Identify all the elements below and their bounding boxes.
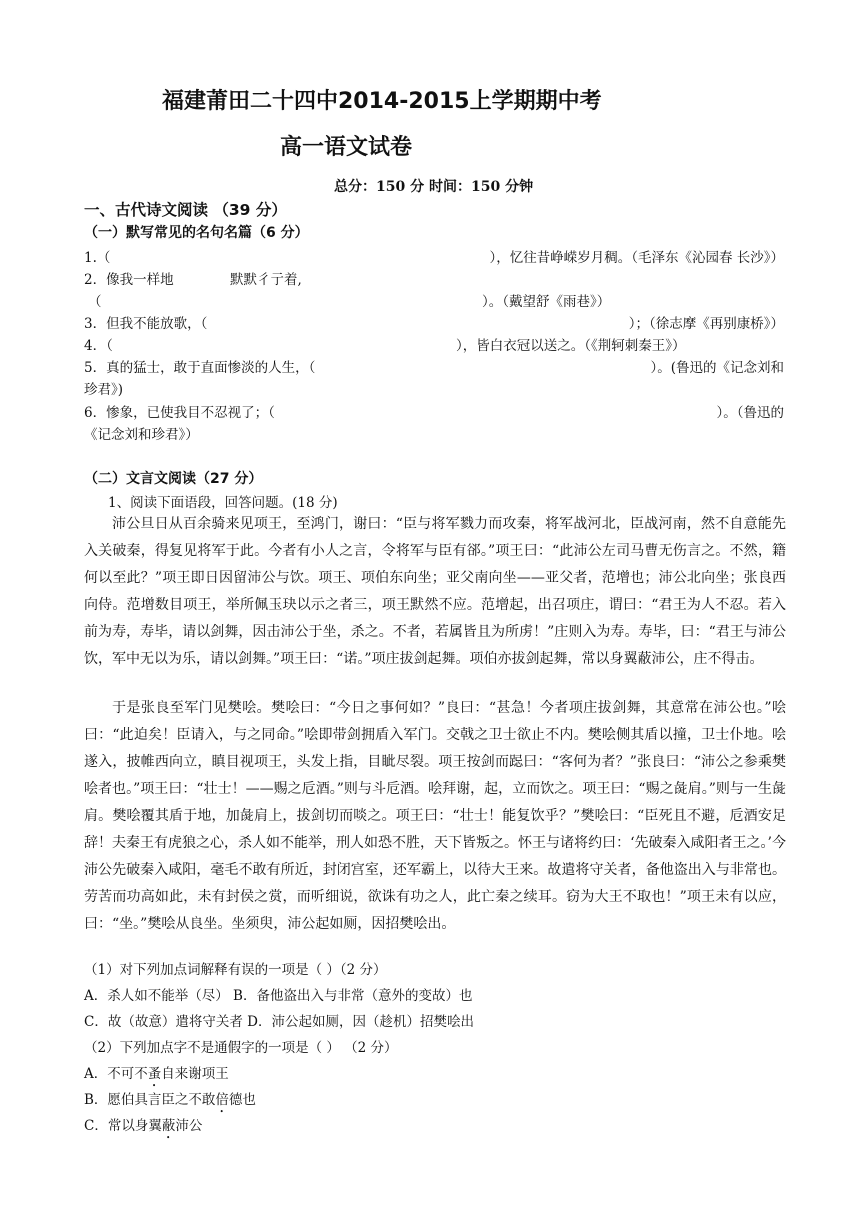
passage-paragraph-1: 沛公旦日从百余骑来见项王，至鸿门，谢曰：“臣与将军戮力而攻秦，将军战河北，臣战河南，然不自意能先入关破秦，得复见将军于此。今者有小人之言，令将军与臣有郤。”项王曰：“此沛公左司马曹无伤言之。不然，籍何以至此？”项王即日因留沛公与饮。项王、项伯东向坐；亚父南向坐——亚父者，范增也；沛公北向坐；张良西向侍。范增数目项王，举所佩玉玦以示之者三，项王默然不应。范增起，出召项庄，谓曰：“君王为人不忍。若入前为寿，寿毕，请以剑舞，因击沛公于坐，杀之。不者，若属皆且为所虏！”庄则入为寿。寿毕，曰：“君王与沛公饮，军中无以为乐，请以剑舞。”项王曰：“诺。”项庄拔剑起舞。项伯亦拔剑起舞，常以身翼蔽沛公，庄不得击。 [84, 516, 786, 667]
item-4-tail: ），皆白衣冠以送之。（《荆轲刺秦王》） [456, 338, 686, 354]
item-5-num: 5．真的猛士，敢于直面惨淡的人生，（ [84, 360, 316, 376]
item-1-num: 1.（ [84, 250, 111, 266]
question-2-option-a [84, 1062, 229, 1090]
question-2-stem: （2）下列加点字不是通假字的一项是（ ） （2 分） [84, 1040, 398, 1056]
option-b-dotted-char: 倍 [215, 1092, 229, 1108]
item-5-tail: ）。(鲁迅的《记念刘和 [650, 360, 784, 376]
item-6-tail: ）。（鲁迅的 [716, 405, 784, 421]
item-2-line2-head: （ [88, 294, 102, 310]
section-heading: 一、古代诗文阅读 （39 分） [84, 201, 287, 219]
question-1-options-cd: C．故（故意）遣将守关者 D．沛公起如厕，因（趁机）招樊哙出 [84, 1014, 474, 1030]
exam-title-line2: 高一语文试卷 [280, 135, 413, 160]
question-1-stem: （1）对下列加点词解释有误的一项是（ ）（2 分） [84, 962, 387, 978]
item-2-mid: 默默彳亍着, [230, 272, 302, 288]
passage-paragraph-2: 于是张良至军门见樊哙。樊哙曰：“今日之事何如？”良曰：“甚急！今者项庄拔剑舞，其意常在沛公也。”哙曰：“此迫矣！臣请入，与之同命。”哙即带剑拥盾入军门。交戟之卫士欲止不内。樊哙侧其盾以撞，卫士仆地。哙遂入，披帷西向立，瞋目视项王，头发上指，目眦尽裂。项王按剑而跽曰：“客何为者？”张良曰：“沛公之参乘樊哙者也。”项王曰：“壮士！——赐之卮酒。”则与斗卮酒。哙拜谢，起，立而饮之。项王曰：“赐之彘肩。”则与一生彘肩。樊哙覆其盾于地，加彘肩上，拔剑切而啖之。项王曰：“壮士！能复饮乎？”樊哙曰：“臣死且不避，卮酒安足辞！夫秦王有虎狼之心，杀人如不能举，刑人如恐不胜，天下皆叛之。怀王与诸将约曰：‘先破秦入咸阳者王之。’今沛公先破秦入咸阳，毫毛不敢有所近，封闭宫室，还军霸上，以待大王来。故遣将守关者，备他盗出入与非常也。劳苦而功高如此，未有封侯之赏，而听细说，欲诛有功之人，此亡秦之续耳。窃为大王不取也！”项王未有以应，曰：“坐。”樊哙从良坐。坐须臾，沛公起如厕，因招樊哙出。 [84, 700, 786, 932]
question-2-option-c [84, 1114, 202, 1142]
item-2-num: 2．像我一样地 [84, 272, 174, 288]
item-4-num: 4．（ [84, 338, 113, 354]
option-b-pre: B．愿伯具言臣之不敢 [84, 1092, 216, 1108]
option-c-pre: C．常以身翼 [84, 1118, 162, 1134]
exam-meta: 总分：150 分 时间：150 分钟 [334, 179, 534, 195]
option-c-dotted-char: 蔽 [161, 1118, 176, 1134]
option-a-pre: A．不可不 [84, 1066, 148, 1082]
option-c-post: 沛公 [175, 1118, 203, 1134]
subsection-heading-2: （二）文言文阅读（27 分） [84, 471, 263, 487]
option-b-post: 德也 [228, 1092, 256, 1108]
item-1-tail: ），忆往昔峥嵘岁月稠。（毛泽东《沁园春 长沙》） [489, 250, 784, 266]
option-a-post: 自来谢项王 [161, 1066, 229, 1082]
question-1-options-ab: A．杀人如不能举（尽） B．备他盗出入与非常（意外的变故）也 [84, 988, 473, 1004]
reading-task: 1、阅读下面语段，回答问题。(18 分) [108, 495, 338, 511]
item-6-cont: 《记念刘和珍君》） [84, 427, 199, 443]
item-3-num: 3．但我不能放歌，（ [84, 316, 208, 332]
item-6-num: 6．惨象，已使我目不忍视了；（ [84, 405, 275, 421]
item-2-line2-tail: ）。（戴望舒《雨巷》） [482, 294, 611, 310]
subsection-heading-1: （一）默写常见的名句名篇（6 分） [84, 225, 309, 241]
item-3-tail: ）；（徐志摩《再别康桥》） [628, 316, 784, 332]
option-a-dotted-char: 蚤 [147, 1066, 162, 1082]
question-2-option-b [84, 1088, 256, 1116]
exam-title-line1: 福建莆田二十四中2014-2015上学期期中考 [162, 89, 602, 114]
item-5-cont: 珍君》) [84, 382, 124, 398]
